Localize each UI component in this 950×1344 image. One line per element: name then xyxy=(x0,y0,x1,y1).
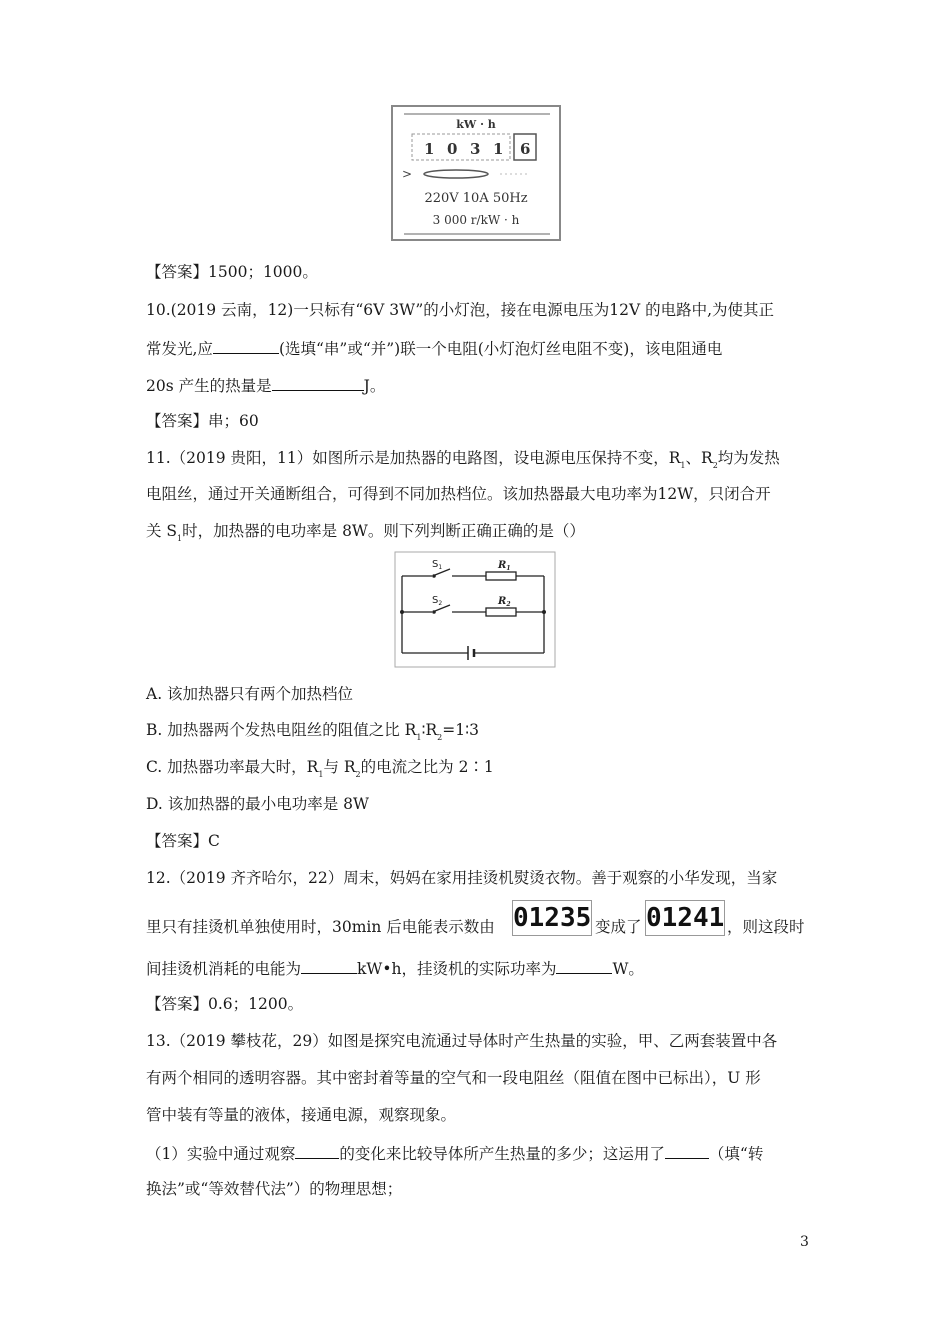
meter-rate: 3 000 r/kW · h xyxy=(432,213,520,227)
subscript: 1 xyxy=(680,461,686,470)
q10-blank-heat[interactable] xyxy=(272,374,364,391)
meter-digit-5: 6 xyxy=(520,140,531,158)
q13-line-1: 13.（2019 攀枝花，29）如图是探究电流通过导体时产生热量的实验，甲、乙两套装置中各 xyxy=(146,1032,778,1050)
q12-line-2b: 变成了 xyxy=(595,918,642,936)
meter-digit-1: 1 xyxy=(424,140,435,158)
meter-spec: 220V 10A 50Hz xyxy=(424,191,528,206)
q13-text: （填“转 xyxy=(708,1145,764,1163)
meter-digit-2: 0 xyxy=(447,140,458,158)
electricity-meter-figure xyxy=(390,104,562,242)
meter-reading-before xyxy=(512,900,592,936)
meter-reading-after xyxy=(645,900,725,936)
meter-digit-3: 3 xyxy=(470,140,481,158)
q10-text: 20s 产生的热量是 xyxy=(146,377,272,395)
q11-option-a: A. 该加热器只有两个加热档位 xyxy=(146,685,354,703)
q12-blank-energy[interactable] xyxy=(301,957,357,974)
meter-reading-after-digits: 01241 xyxy=(646,903,725,933)
q10-text: 常发光,应 xyxy=(146,340,213,358)
q13-blank-observe[interactable] xyxy=(295,1142,339,1159)
label-sub: 1 xyxy=(506,565,511,572)
subscript: 2 xyxy=(355,770,361,779)
meter-unit: kW · h xyxy=(456,118,496,131)
q13-line-3: 管中装有等量的液体，接通电源，观察现象。 xyxy=(146,1106,457,1124)
subscript: 1 xyxy=(416,733,422,742)
electricity-meter-drawing xyxy=(390,104,562,242)
q11-line-3 xyxy=(146,521,585,549)
option-text: 的电流之比为 2∶1 xyxy=(360,758,494,776)
label-letter: R xyxy=(498,560,507,571)
q12-line-2a: 里只有挂烫机单独使用时，30min 后电能表示数由 xyxy=(146,918,495,936)
heater-circuit-diagram xyxy=(394,551,556,668)
label-sub: 2 xyxy=(506,601,511,608)
page-number: 3 xyxy=(800,1234,809,1250)
q11-option-b xyxy=(146,720,479,748)
subscript: 2 xyxy=(712,461,718,470)
q12-text: W。 xyxy=(612,960,644,978)
q11-text: 时，加热器的电功率是 8W。则下列判断正确正确的是（） xyxy=(182,522,585,540)
q12-line-3 xyxy=(146,957,644,979)
q13-line-5: 换法”或“等效替代法”）的物理思想； xyxy=(146,1180,403,1198)
q10-line-2 xyxy=(146,337,722,359)
q10-text: J。 xyxy=(363,377,386,395)
option-text: ∶R xyxy=(421,721,438,739)
q12-answer: 【答案】0.6；1200。 xyxy=(146,995,304,1013)
subscript: 1 xyxy=(318,770,324,779)
q11-line-1 xyxy=(146,448,780,476)
label-sub: 1 xyxy=(438,564,443,571)
option-text: C. 加热器功率最大时，R xyxy=(146,758,319,776)
circuit-drawing xyxy=(394,551,556,668)
q11-option-c xyxy=(146,757,494,785)
svg-text:>: > xyxy=(402,167,413,181)
q11-option-d: D. 该加热器的最小电功率是 8W xyxy=(146,795,369,813)
option-text: 与 R xyxy=(323,758,356,776)
q12-blank-power[interactable] xyxy=(556,957,612,974)
q11-line-2: 电阻丝，通过开关通断组合，可得到不同加热档位。该加热器最大电功率为12W，只闭合开 xyxy=(146,485,771,503)
option-text: B. 加热器两个发热电阻丝的阻值之比 R xyxy=(146,721,417,739)
q10-text: (选填“串”或“并”)联一个电阻(小灯泡灯丝电阻不变)，该电阻通电 xyxy=(278,340,723,358)
q13-line-2: 有两个相同的透明容器。其中密封着等量的空气和一段电阻丝（阻值在图中已标出），U 形 xyxy=(146,1069,761,1087)
q10-line-3 xyxy=(146,374,385,396)
q13-text: 的变化来比较导体所产生热量的多少；这运用了 xyxy=(339,1145,665,1163)
meter-digit-4: 1 xyxy=(493,140,504,158)
q12-text: kW•h，挂烫机的实际功率为 xyxy=(357,960,557,978)
label-letter: R xyxy=(498,596,507,607)
option-text: =1∶3 xyxy=(442,721,479,739)
meter-reading-before-digits: 01235 xyxy=(513,903,592,933)
q10-line-1: 10.(2019 云南，12)一只标有“6V 3W”的小灯泡，接在电源电压为12V 的电路中,为使其正 xyxy=(146,301,775,319)
q11-text: 关 S xyxy=(146,522,178,540)
subscript: 1 xyxy=(177,534,183,543)
subscript: 2 xyxy=(437,733,443,742)
label-letter: S xyxy=(432,559,439,570)
q13-line-4 xyxy=(146,1142,763,1164)
q11-text: 均为发热 xyxy=(717,449,780,467)
label-sub: 2 xyxy=(438,600,443,607)
q11-answer: 【答案】C xyxy=(146,832,220,850)
q12-line-1: 12.（2019 齐齐哈尔，22）周末，妈妈在家用挂烫机熨烫衣物。善于观察的小华发现，当家 xyxy=(146,869,778,887)
q12-line-2c: ，则这段时 xyxy=(727,918,805,936)
q11-text: 11.（2019 贵阳，11）如图所示是加热器的电路图，设电源电压保持不变，R xyxy=(146,449,681,467)
q12-text: 间挂烫机消耗的电能为 xyxy=(146,960,302,978)
q10-blank-connection[interactable] xyxy=(213,337,279,354)
q13-text: （1）实验中通过观察 xyxy=(146,1145,296,1163)
q10-answer: 【答案】串；60 xyxy=(146,412,259,430)
label-letter: S xyxy=(432,595,439,606)
q9-answer: 【答案】1500；1000。 xyxy=(146,263,318,281)
q13-blank-method[interactable] xyxy=(665,1142,709,1159)
q11-text: 、R xyxy=(685,449,713,467)
